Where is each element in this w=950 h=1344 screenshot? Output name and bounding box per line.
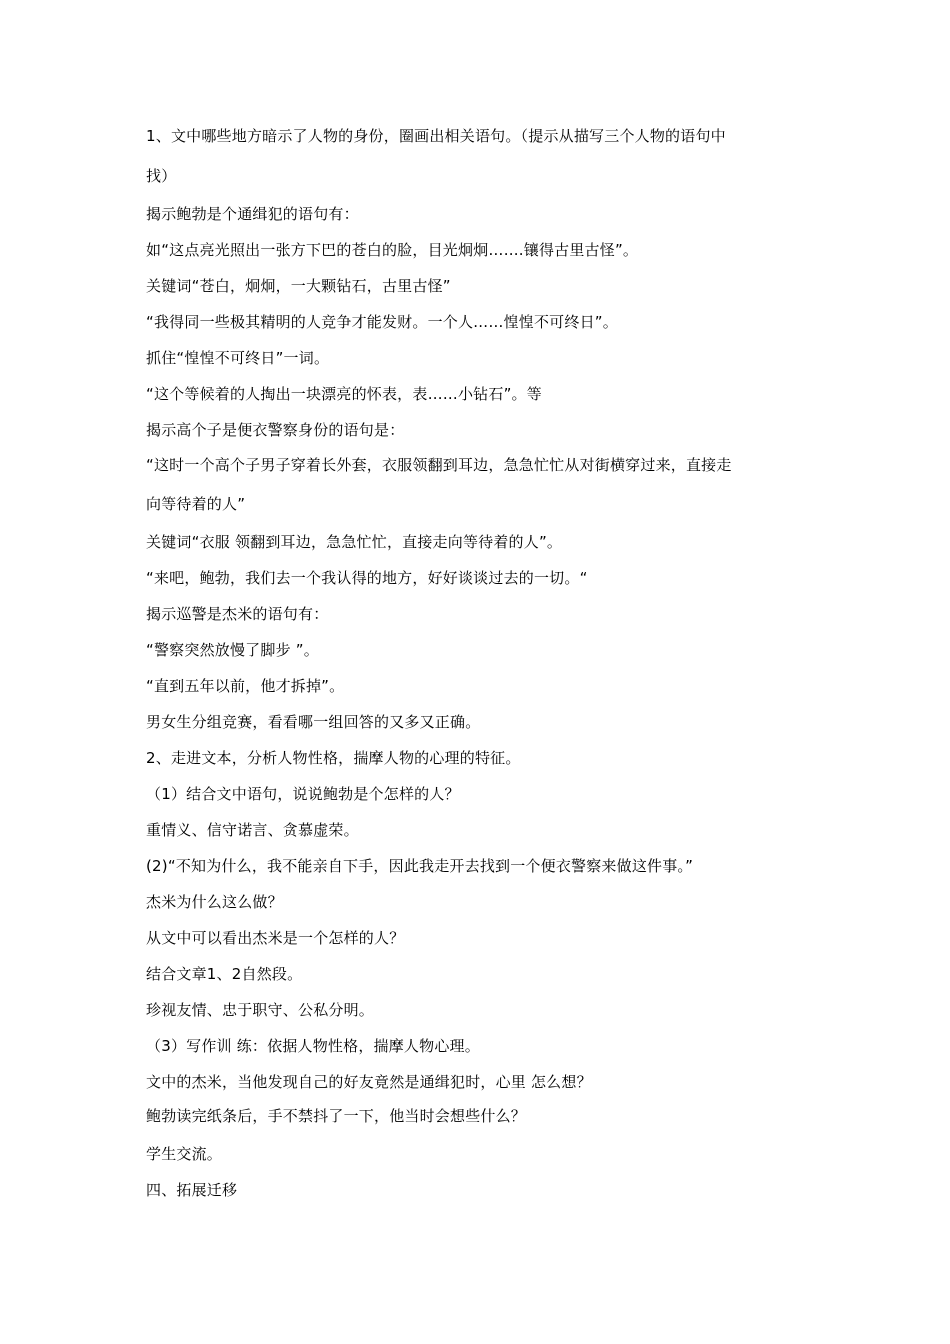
paragraph-line: 揭示高个子是便衣警察身份的语句是： xyxy=(146,421,405,439)
section-heading: 四、拓展迁移 xyxy=(146,1181,238,1199)
paragraph-line: “我得同一些极其精明的人竞争才能发财。一个人……惶惶不可终日”。 xyxy=(146,313,618,331)
paragraph-line: 向等待着的人” xyxy=(146,495,246,513)
paragraph-line: 1、文中哪些地方暗示了人物的身份，圈画出相关语句。（提示从描写三个人物的语句中 xyxy=(146,127,726,145)
paragraph-line: “来吧，鲍勃，我们去一个我认得的地方，好好谈谈过去的一切。“ xyxy=(146,569,588,587)
paragraph-line: 结合文章1、2自然段。 xyxy=(146,965,303,983)
paragraph-line: 从文中可以看出杰米是一个怎样的人？ xyxy=(146,929,405,947)
paragraph-line: 杰米为什么这么做？ xyxy=(146,893,283,911)
paragraph-line: 揭示巡警是杰米的语句有： xyxy=(146,605,329,623)
paragraph-line: (2)“不知为什么，我不能亲自下手，因此我走开去找到一个便衣警察来做这件事。” xyxy=(146,857,694,875)
paragraph-line: 重情义、信守诺言、贪慕虚荣。 xyxy=(146,821,359,839)
paragraph-line: （3）写作训 练：依据人物性格，揣摩人物心理。 xyxy=(146,1037,480,1055)
paragraph-line: 鲍勃读完纸条后，手不禁抖了一下，他当时会想些什么？ xyxy=(146,1107,527,1125)
paragraph-line: “直到五年以前，他才拆掉”。 xyxy=(146,677,345,695)
paragraph-line: 珍视友情、忠于职守、公私分明。 xyxy=(146,1001,375,1019)
paragraph-line: “这个等候着的人掏出一块漂亮的怀表，表……小钻石”。等 xyxy=(146,385,542,403)
paragraph-line: 关键词“苍白，炯炯，一大颗钻石，古里古怪” xyxy=(146,277,451,295)
paragraph-line: “这时一个高个子男子穿着长外套，衣服领翻到耳边，急急忙忙从对街横穿过来，直接走 xyxy=(146,456,732,474)
paragraph-line: “警察突然放慢了脚步 ”。 xyxy=(146,641,319,659)
paragraph-line: 抓住“惶惶不可终日”一词。 xyxy=(146,349,330,367)
paragraph-line: 学生交流。 xyxy=(146,1145,223,1163)
paragraph-line: 揭示鲍勃是个通缉犯的语句有： xyxy=(146,205,359,223)
paragraph-line: （1）结合文中语句，说说鲍勃是个怎样的人？ xyxy=(146,785,460,803)
paragraph-line: 2、走进文本，分析人物性格，揣摩人物的心理的特征。 xyxy=(146,749,521,767)
paragraph-line: 关键词“衣服 领翻到耳边，急急忙忙，直接走向等待着的人”。 xyxy=(146,533,563,551)
paragraph-line: 找） xyxy=(146,167,177,185)
paragraph-line: 男女生分组竞赛，看看哪一组回答的又多又正确。 xyxy=(146,713,481,731)
paragraph-line: 如“这点亮光照出一张方下巴的苍白的脸，目光炯炯…….镶得古里古怪”。 xyxy=(146,241,639,259)
paragraph-line: 文中的杰米，当他发现自己的好友竟然是通缉犯时，心里 怎么想？ xyxy=(146,1073,592,1091)
